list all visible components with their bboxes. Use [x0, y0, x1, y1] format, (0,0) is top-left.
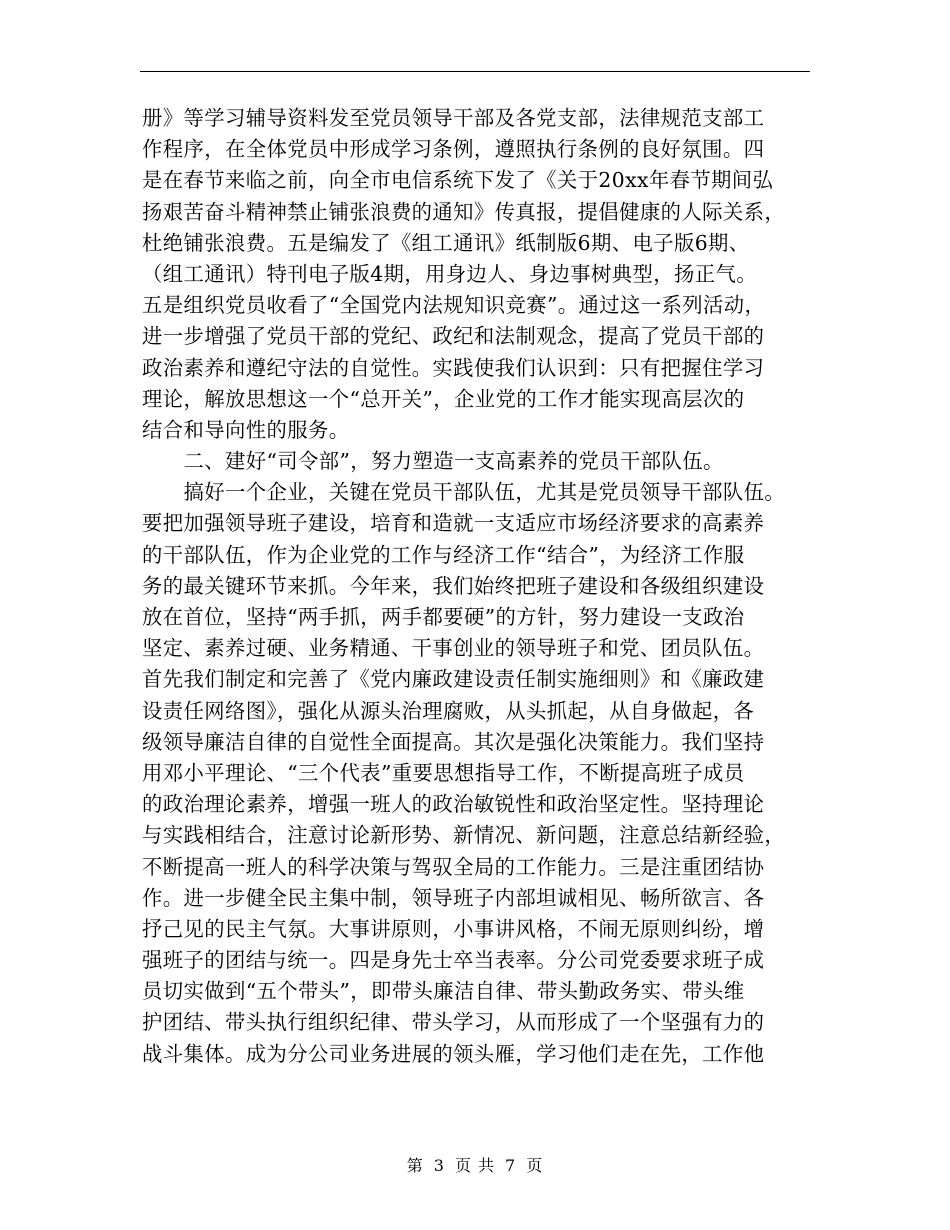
footer-suffix: 页 — [526, 1156, 544, 1175]
text-line: 员切实做到“五个带头”，即带头廉洁自律、带头勤政务实、带头维 — [142, 979, 745, 1004]
text-line: 五是组织党员收看了“全国党内法规知识竞赛”。通过这一系列活动， — [142, 293, 766, 318]
text-line: 作。进一步健全民主集中制，领导班子内部坦诚相见、畅所欲言、各 — [142, 885, 765, 910]
text-line: 的干部队伍，作为企业党的工作与经济工作“结合”，为经济工作服 — [142, 542, 745, 567]
text-line: 用邓小平理论、“三个代表”重要思想指导工作，不断提高班子成员 — [142, 760, 745, 785]
text-line: 护团结、带头执行组织纪律、带头学习，从而形成了一个坚强有力的 — [142, 1010, 765, 1035]
text-line: 抒己见的民主气氛。大事讲原则，小事讲风格，不闹无原则纠纷，增 — [142, 916, 765, 941]
page-footer — [0, 1153, 950, 1176]
text-line: 扬艰苦奋斗精神禁止铺张浪费的通知》传真报，提倡健康的人际关系， — [142, 199, 786, 224]
document-body — [142, 103, 817, 1070]
text-line: 二、建好“司令部”，努力塑造一支高素养的党员干部队伍。 — [142, 449, 724, 474]
text-line: 要把加强领导班子建设，培育和造就一支适应市场经济要求的高素养 — [142, 511, 765, 536]
text-line: 放在首位，坚持“两手抓，两手都要硬”的方针，努力建设一支政治 — [142, 605, 745, 629]
text-line: 与实践相结合，注意讨论新形势、新情况、新问题，注意总结新经验， — [142, 823, 786, 848]
text-line: 设责任网络图》，强化从源头治理腐败，从头抓起，从自身做起，各 — [142, 698, 755, 723]
text-line: 坚定、素养过硬、业务精通、干事创业的领导班子和党、团员队伍。 — [142, 636, 765, 661]
text-line: （组工通讯）特刊电子版4期，用身边人、身边事树典型，扬正气。 — [142, 261, 757, 286]
text-line: 进一步增强了党员干部的党纪、政纪和法制观念，提高了党员干部的 — [142, 324, 765, 349]
text-line: 作程序，在全体党员中形成学习条例，遵照执行条例的良好氛围。四 — [142, 137, 765, 162]
text-line: 搞好一个企业，关键在党员干部队伍，尤其是党员领导干部队伍。 — [142, 480, 786, 505]
footer-total-pages: 7 — [505, 1156, 517, 1175]
text-line: 首先我们制定和完善了《党内廉政建设责任制实施细则》和《廉政建 — [142, 667, 765, 692]
text-line: 杜绝铺张浪费。五是编发了《组工通讯》纸制版6期、电子版6期、 — [142, 230, 750, 255]
header-rule — [140, 71, 810, 72]
footer-middle: 页 共 — [454, 1156, 496, 1175]
text-line: 册》等学习辅导资料发至党员领导干部及各党支部，法律规范支部工 — [142, 106, 765, 130]
text-line: 务的最关键环节来抓。今年来，我们始终把班子建设和各级组织建设 — [142, 573, 765, 598]
footer-page-number: 3 — [433, 1156, 445, 1175]
text-line: 强班子的团结与统一。四是身先士卒当表率。分公司党委要求班子成 — [142, 948, 765, 973]
text-line: 理论，解放思想这一个“总开关”，企业党的工作才能实现高层次的 — [142, 386, 745, 411]
text-line: 不断提高一班人的科学决策与驾驭全局的工作能力。三是注重团结协 — [142, 854, 765, 879]
text-line: 结合和导向性的服务。 — [142, 417, 350, 442]
footer-prefix: 第 — [406, 1156, 424, 1175]
text-line: 是在春节来临之前，向全市电信系统下发了《关于20xx年春节期间弘 — [142, 168, 774, 193]
text-line: 政治素养和遵纪守法的自觉性。实践使我们认识到：只有把握住学习 — [142, 355, 765, 380]
text-line: 级领导廉洁自律的自觉性全面提高。其次是强化决策能力。我们坚持 — [142, 729, 765, 754]
text-line: 战斗集体。成为分公司业务进展的领头雁，学习他们走在先，工作他 — [142, 1041, 765, 1066]
text-line: 的政治理论素养，增强一班人的政治敏锐性和政治坚定性。坚持理论 — [142, 792, 765, 817]
